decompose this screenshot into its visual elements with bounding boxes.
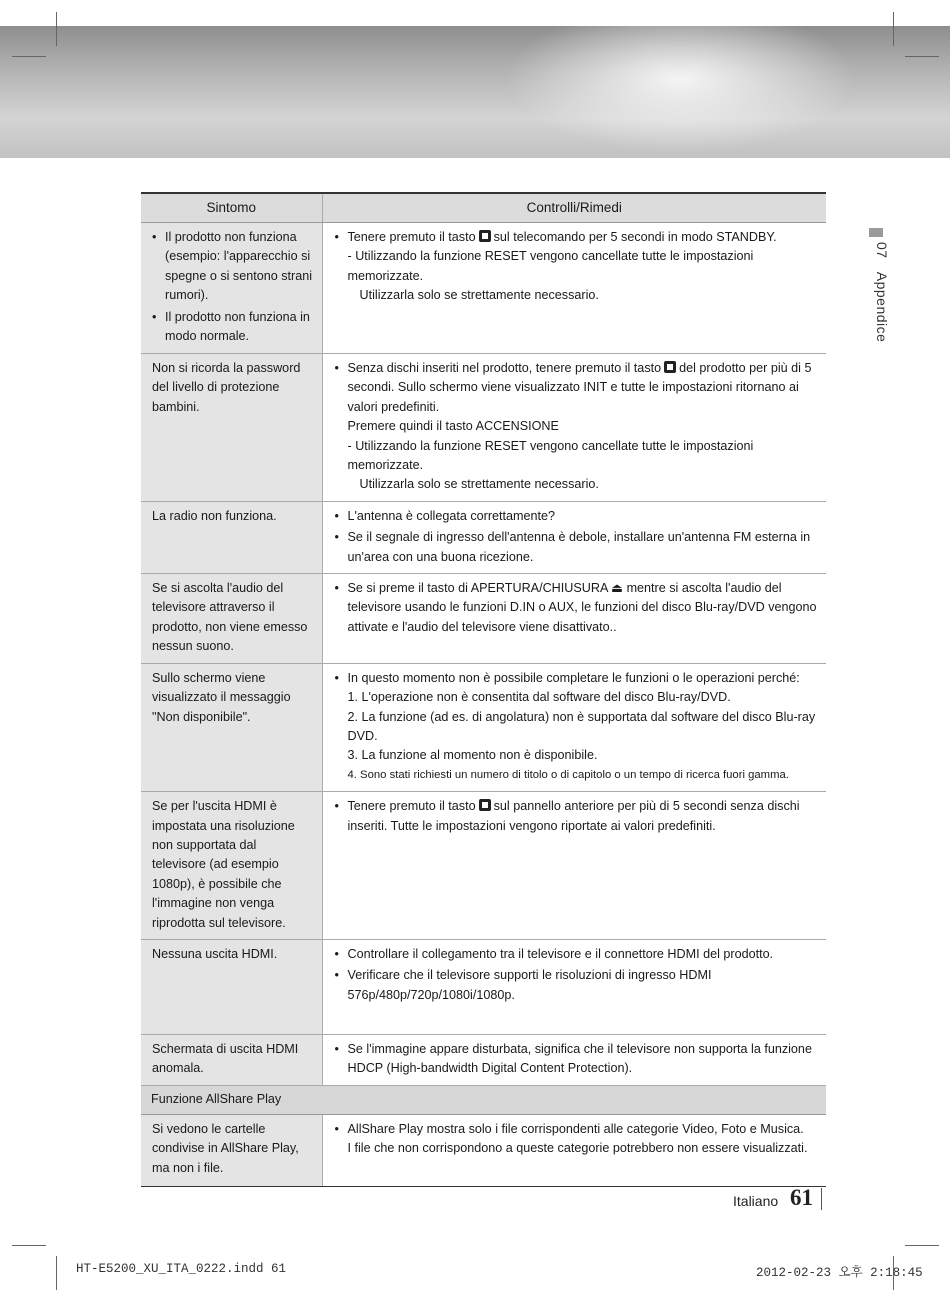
section-row xyxy=(141,1085,826,1114)
remedy-note: Utilizzarla solo se strettamente necessario. xyxy=(359,288,599,303)
remedy-list-item: 2. La funzione (ad es. di angolatura) non è supportata dal software del disco Blu-ray DVD. xyxy=(347,709,816,743)
remedy-cell xyxy=(322,792,826,940)
remedy-bullet: • Verificare che il televisore supporti le risoluzioni di ingresso HDMI 576p/480p/720p/1080i/1080p. xyxy=(335,966,823,1005)
table-row xyxy=(141,939,826,1034)
symptom-bullet: • Il prodotto non funziona (esempio: l'apparecchio si spegne o si sentono strani rumori). xyxy=(152,228,314,306)
power-key-label: ACCENSIONE xyxy=(475,419,559,434)
chapter-tab-marker xyxy=(869,228,883,237)
symptom-bullet: • Il prodotto non funziona in modo normale. xyxy=(152,308,314,347)
remedy-cell xyxy=(322,223,826,354)
print-slug-timestamp: 2012-02-23 오후 2:18:45 xyxy=(756,1266,923,1280)
symptom-cell: Sullo schermo viene visualizzato il messaggio "Non disponibile". xyxy=(141,663,322,791)
chapter-title: Appendice xyxy=(874,271,890,343)
remedy-cell xyxy=(322,1114,826,1186)
troubleshooting-table xyxy=(141,192,826,1187)
remedy-cell xyxy=(322,354,826,502)
symptom-cell: Nessuna uscita HDMI. xyxy=(141,939,322,1034)
remedy-bullet xyxy=(335,579,823,637)
remedy-text: e tutte le impostazioni ritornano ai valori predefiniti. xyxy=(347,380,799,414)
footer-divider xyxy=(821,1188,822,1210)
remedy-text: del prodotto per più di 5 secondi. Sullo schermo viene visualizzato xyxy=(347,361,812,395)
remedy-line: I file che non corrispondono a queste categorie potrebbero non essere visualizzati. xyxy=(347,1141,808,1156)
remedy-cell xyxy=(322,574,826,664)
page-number: 61 xyxy=(790,1185,813,1210)
table-row xyxy=(141,501,826,573)
remedy-cell xyxy=(322,939,826,1034)
remedy-list-item: 4. Sono stati richiesti un numero di titolo o di capitolo o un tempo di ricerca fuori gamma. xyxy=(347,768,789,781)
stop-button-icon xyxy=(479,799,491,811)
chapter-side-tab xyxy=(866,228,890,358)
stop-button-icon xyxy=(664,361,676,373)
remedy-text: Tenere premuto il tasto xyxy=(347,230,476,244)
print-slug-file: HT-E5200_XU_ITA_0222.indd 61 xyxy=(76,1262,287,1276)
remedy-bullet xyxy=(335,797,823,836)
crop-mark-bl-v xyxy=(56,1256,57,1290)
symptom-cell: Schermata di uscita HDMI anomala. xyxy=(141,1034,322,1085)
header-symptom: Sintomo xyxy=(141,193,322,223)
header-remedy: Controlli/Rimedi xyxy=(322,193,826,223)
symptom-cell: Non si ricorda la password del livello di protezione bambini. xyxy=(141,354,322,502)
remedy-bullet: • Controllare il collegamento tra il televisore e il connettore HDMI del prodotto. xyxy=(335,945,823,964)
remedy-note: Utilizzarla solo se strettamente necessario. xyxy=(359,477,599,492)
crop-mark-tl-h xyxy=(12,56,46,57)
remedy-text: sul pannello anteriore per più di 5 secondi senza dischi inseriti. Tutte le impostazioni vengono riportate ai valori predefiniti. xyxy=(347,799,800,833)
remedy-bullet: • In questo momento non è possibile completare le funzioni o le operazioni perché: xyxy=(335,669,823,688)
stop-button-icon xyxy=(479,230,491,242)
crop-mark-tr-h xyxy=(905,56,939,57)
remedy-note: - Utilizzando la funzione RESET vengono cancellate tutte le impostazioni memorizzate. xyxy=(347,249,754,283)
remedy-list-item: 3. La funzione al momento non è disponibile. xyxy=(347,748,598,763)
remedy-text: Senza dischi inseriti nel prodotto, tenere premuto il tasto xyxy=(347,361,662,375)
chapter-label xyxy=(866,242,890,342)
section-title: Funzione AllShare Play xyxy=(141,1085,826,1114)
table-row xyxy=(141,663,826,791)
init-label: INIT xyxy=(583,380,607,395)
remedy-text: sul telecomando per 5 secondi in modo STANDBY. xyxy=(493,230,777,244)
remedy-bullet: • L'antenna è collegata correttamente? xyxy=(335,507,823,526)
symptom-cell: Si vedono le cartelle condivise in AllShare Play, ma non i file. xyxy=(141,1114,322,1186)
remedy-bullet xyxy=(335,359,823,417)
table-row xyxy=(141,354,826,502)
remedy-text: mentre si ascolta l'audio del televisore usando le funzioni D.IN o AUX, le funzioni del disco Blu-ray/DVD vengono attivate e l'audio del televisore viene disattivato.. xyxy=(347,581,817,634)
remedy-text: Tenere premuto il tasto xyxy=(347,799,476,814)
crop-mark-tr-v xyxy=(893,12,894,46)
footer-language: Italiano xyxy=(733,1193,779,1209)
symptom-cell: La radio non funziona. xyxy=(141,501,322,573)
remedy-bullet: • Se il segnale di ingresso dell'antenna è debole, installare un'antenna FM esterna in un'area con una buona ricezione. xyxy=(335,528,823,567)
table-row xyxy=(141,1114,826,1186)
table-row xyxy=(141,1034,826,1085)
symptom-cell xyxy=(141,223,322,354)
chapter-number: 07 xyxy=(874,242,890,259)
table-header-row xyxy=(141,193,826,223)
crop-mark-bl-h xyxy=(12,1245,46,1246)
crop-mark-br-h xyxy=(905,1245,939,1246)
symptom-cell: Se si ascolta l'audio del televisore attraverso il prodotto, non viene emesso nessun suono. xyxy=(141,574,322,664)
eject-icon: ⏏ xyxy=(611,581,624,596)
crop-mark-tl-v xyxy=(56,12,57,46)
remedy-list-item: 1. L'operazione non è consentita dal software del disco Blu-ray/DVD. xyxy=(347,690,731,705)
remedy-text: Premere quindi il tasto xyxy=(347,419,473,434)
remedy-bullet: • AllShare Play mostra solo i file corrispondenti alle categorie Video, Foto e Musica. xyxy=(335,1120,823,1139)
remedy-text: Se si preme il tasto di xyxy=(347,581,468,596)
remedy-line xyxy=(335,417,823,436)
remedy-cell xyxy=(322,501,826,573)
remedy-cell xyxy=(322,663,826,791)
table-row xyxy=(141,792,826,940)
table-row xyxy=(141,574,826,664)
remedy-bullet xyxy=(335,228,823,247)
remedy-bullet: • Se l'immagine appare disturbata, significa che il televisore non supporta la funzione HDCP (High-bandwidth Digital Content Protection). xyxy=(335,1040,823,1079)
table-row xyxy=(141,223,826,354)
header-banner xyxy=(0,26,950,158)
symptom-cell: Se per l'uscita HDMI è impostata una risoluzione non supportata dal televisore (ad esempio 1080p), è possibile che l'immagine non venga riprodotta sul televisore. xyxy=(141,792,322,940)
remedy-note: - Utilizzando la funzione RESET vengono cancellate tutte le impostazioni memorizzate. xyxy=(347,438,754,473)
open-close-key-label: APERTURA/CHIUSURA xyxy=(470,581,608,596)
remedy-cell xyxy=(322,1034,826,1085)
